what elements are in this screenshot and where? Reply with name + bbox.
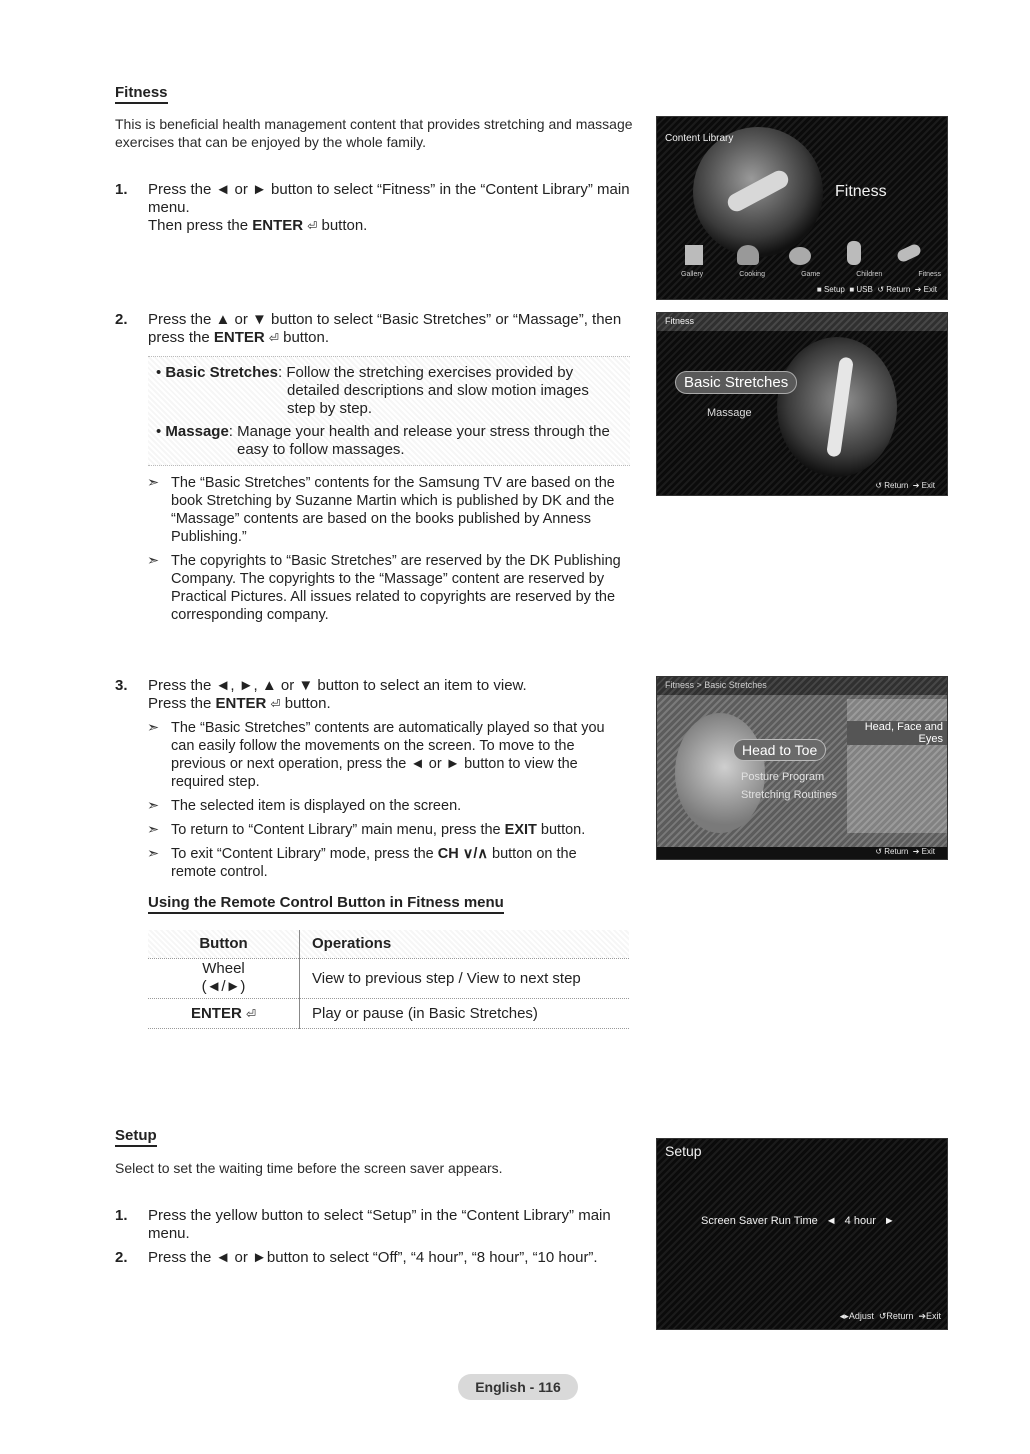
remote-table-title: Using the Remote Control Button in Fitness menu	[148, 894, 504, 914]
enter-key-icon: ⏎	[270, 697, 281, 711]
step-text: Press the ◄ or ► button to select “Fitness” in the “Content Library” main menu.	[148, 181, 630, 216]
note-copyrights: ➣ The copyrights to “Basic Stretches” are reserved by the DK Publishing Company. The copyrights to the “Massage” content are reserved by Practical Pictures. All issues related to copyrights are reserved by the corresponding company.	[147, 553, 621, 623]
menu-item-gallery[interactable]: Gallery	[681, 271, 704, 278]
note-ch: ➣ To exit “Content Library” mode, press the CH ∨/∧ button on the remote control.	[147, 846, 577, 880]
setup-icon: ■	[816, 285, 822, 294]
step-enter-line: Then press the ENTER ⏎ button.	[148, 217, 368, 234]
table-header-row	[148, 930, 629, 958]
menu-item-game[interactable]: Game	[801, 271, 821, 278]
step-text: Press the ▲ or ▼ button to select “Basic Stretches” or “Massage”, then	[148, 311, 622, 328]
step-number: 1.	[115, 181, 128, 198]
note-selected-item: ➣ The selected item is displayed on the screen.	[147, 798, 462, 814]
step-number: 1.	[115, 1207, 128, 1224]
figure-body	[826, 357, 854, 458]
table-cell-button: Wheel (◄/►)	[148, 958, 300, 998]
arrow-right-icon[interactable]: ►	[883, 1215, 895, 1227]
adjust-icon: ◂▸	[839, 1311, 849, 1321]
right-panel	[847, 699, 947, 833]
screen-saver-setting[interactable]	[701, 1215, 895, 1227]
return-icon: ↺	[875, 481, 883, 490]
arrow-left-icon[interactable]: ◄	[825, 1215, 837, 1227]
table-row	[148, 958, 629, 998]
menu-item-cooking[interactable]: Cooking	[739, 271, 765, 278]
control-bar: ↺ Return ➔ Exit	[875, 847, 935, 856]
screen-fitness-label: Fitness	[835, 183, 887, 200]
item-stretching-routines[interactable]: Stretching Routines	[741, 789, 837, 801]
control-bar: ↺ Return ➔ Exit	[875, 481, 935, 490]
fitness-step-3	[148, 677, 648, 713]
exit-icon: ➔	[914, 285, 922, 294]
step-enter-line: press the ENTER ⏎ button.	[148, 329, 329, 346]
note-arrow-icon: ➣	[147, 553, 160, 569]
return-icon: ↺	[875, 847, 883, 856]
table-header-operations: Operations	[300, 930, 630, 958]
return-icon: ↺	[877, 285, 885, 294]
enter-key-label: ENTER	[252, 217, 304, 234]
step-number: 2.	[115, 1249, 128, 1266]
enter-key-label: ENTER	[213, 329, 265, 346]
note-arrow-icon: ➣	[147, 720, 160, 736]
title-bar	[657, 313, 947, 331]
dumbbell-icon	[725, 168, 792, 215]
table-cell-operation: View to previous step / View to next step	[300, 958, 630, 998]
item-posture-program[interactable]: Posture Program	[741, 771, 825, 783]
option-basic-stretches[interactable]: Basic Stretches	[675, 371, 797, 394]
control-bar: ◂▸Adjust ↺Return ➔Exit	[839, 1311, 941, 1321]
fitness-icon	[896, 242, 923, 263]
children-icon	[847, 241, 861, 265]
note-auto-play: ➣ The “Basic Stretches” contents are automatically played so that you can easily follow the movements on the screen. To move to the previous or next operation, press the ◄ or ► button to view the required step.	[147, 720, 605, 790]
enter-key-label: ENTER	[215, 695, 267, 712]
basic-stretches-desc: • Basic Stretches: Follow the stretching exercises provided by detailed descriptions and slow motion images step by step.	[156, 364, 589, 417]
table-header-button: Button	[148, 930, 300, 958]
table-cell-button: ENTER ⏎	[148, 998, 300, 1028]
note-arrow-icon: ➣	[147, 798, 160, 814]
step-number: 2.	[115, 311, 128, 328]
massage-desc: • Massage: Manage your health and release your stress through the easy to follow massages.	[156, 423, 610, 458]
setup-intro: Select to set the waiting time before the screen saver appears.	[115, 1160, 503, 1176]
menu-item-fitness[interactable]: Fitness	[918, 271, 941, 278]
fitness-step-2	[148, 311, 648, 347]
options-box	[148, 356, 630, 466]
option-massage[interactable]: Massage	[707, 407, 752, 419]
remote-control-table	[148, 930, 629, 1029]
note-basic-stretches-source: ➣ The “Basic Stretches” contents for the Samsung TV are based on the book Stretching by Suzanne Martin which is published by DK and the “Massage” contents are based on the books published by Anness Publishing.”	[147, 475, 615, 545]
page-number-badge: English - 116	[458, 1374, 578, 1400]
screen-title: Setup	[665, 1143, 702, 1159]
setup-step-1: Press the yellow button to select “Setup” in the “Content Library” main menu.	[148, 1207, 611, 1242]
screen-title: Content Library	[665, 133, 734, 144]
section-heading-setup: Setup	[115, 1127, 157, 1147]
step-enter-line: Press the ENTER ⏎ button.	[148, 695, 331, 712]
exit-icon: ➔	[912, 847, 920, 856]
screen-title: Fitness	[665, 316, 695, 326]
screenshot-content-library	[656, 116, 948, 300]
fitness-step-1	[148, 181, 648, 235]
screenshot-setup	[656, 1138, 948, 1330]
cooking-icon	[737, 245, 759, 265]
usb-icon: ■	[849, 285, 855, 294]
item-head-to-toe[interactable]: Head to Toe	[733, 739, 826, 761]
fitness-graphic	[693, 127, 823, 257]
exit-icon: ➔	[912, 481, 920, 490]
table-row	[148, 998, 629, 1028]
return-icon: ↺	[878, 1311, 887, 1321]
step-text: Press the ◄, ►, ▲ or ▼ button to select an item to view.	[148, 677, 527, 694]
setting-label: Screen Saver Run Time	[701, 1215, 818, 1227]
section-heading-fitness: Fitness	[115, 84, 168, 104]
head-face-eyes-item[interactable]: Head, Face and Eyes	[847, 721, 947, 745]
control-bar: ■ Setup ■ USB ↺ Return ➔ Exit	[816, 285, 937, 294]
fitness-intro: This is beneficial health management content that provides stretching and massage exercises that can be enjoyed by the whole family.	[115, 116, 633, 150]
enter-key-icon: ⏎	[245, 1006, 257, 1021]
setup-step-2: Press the ◄ or ►button to select “Off”, “4 hour”, “8 hour”, “10 hour”.	[148, 1249, 598, 1266]
screen-title: Fitness > Basic Stretches	[665, 680, 767, 690]
gallery-icon	[685, 245, 703, 265]
menu-item-labels	[681, 271, 941, 278]
screenshot-fitness-menu	[656, 312, 948, 496]
note-exit: ➣ To return to “Content Library” main menu, press the EXIT button.	[147, 822, 586, 838]
step-number: 3.	[115, 677, 128, 694]
stretch-figure-graphic	[777, 337, 897, 477]
note-arrow-icon: ➣	[147, 846, 160, 862]
game-icon	[789, 247, 811, 265]
enter-key-icon: ⏎	[268, 331, 279, 345]
note-arrow-icon: ➣	[147, 822, 160, 838]
enter-key-icon: ⏎	[307, 219, 318, 233]
note-arrow-icon: ➣	[147, 475, 160, 491]
table-cell-operation: Play or pause (in Basic Stretches)	[300, 998, 630, 1028]
screenshot-basic-stretches	[656, 676, 948, 860]
menu-item-children[interactable]: Children	[856, 271, 883, 278]
exit-icon: ➔	[918, 1311, 926, 1321]
setting-value: 4 hour	[844, 1215, 876, 1227]
